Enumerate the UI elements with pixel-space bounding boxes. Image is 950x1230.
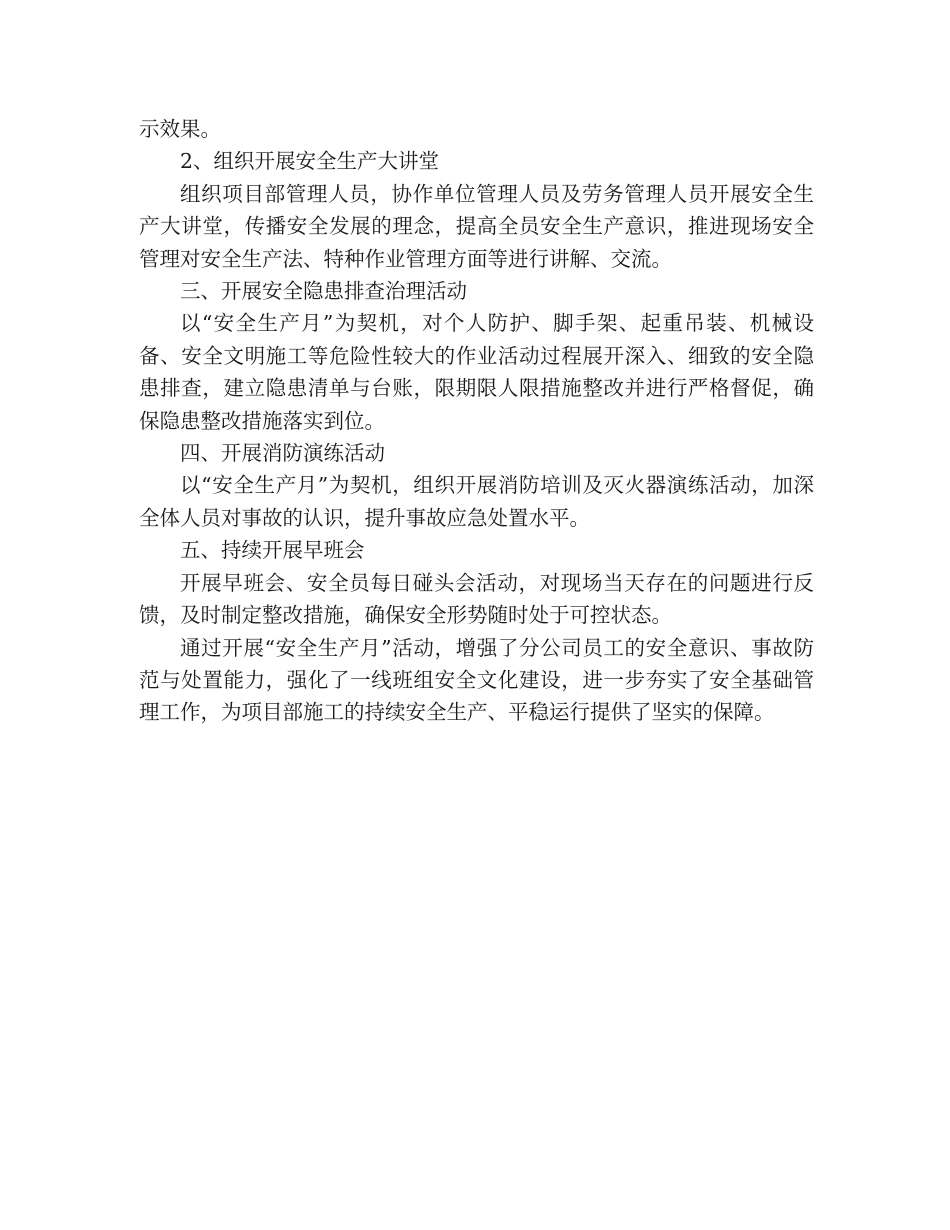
paragraph-morning-meeting: 开展早班会、安全员每日碰头会活动，对现场当天存在的问题进行反馈，及时制定整改措施，确保安全形势随时处于可控状态。: [139, 570, 814, 628]
paragraph-continuation: 示效果。: [139, 117, 221, 141]
paragraph-conclusion: 通过开展“安全生产月”活动，增强了分公司员工的安全意识、事故防范与处置能力，强化了一线班组安全文化建设，进一步夯实了安全基础管理工作，为项目部施工的持续安全生产、平稳运行提供了坚实的保障。: [139, 635, 814, 725]
section-heading-fire-drill: 四、开展消防演练活动: [180, 441, 385, 466]
paragraph-hazard-inspection: 以“安全生产月”为契机，对个人防护、脚手架、起重吊装、机械设备、安全文明施工等危险性较大的作业活动过程展开深入、细致的安全隐患排查，建立隐患清单与台账，限期限人限措施整改并进行严格督促，确保隐患整改措施落实到位。: [139, 311, 814, 433]
section-heading-morning-meeting: 五、持续开展早班会: [180, 538, 365, 563]
section-heading-hazard-inspection: 三、开展安全隐患排查治理活动: [180, 279, 467, 304]
document-body: [139, 113, 814, 729]
paragraph-fire-drill: 以“安全生产月”为契机，组织开展消防培训及灭火器演练活动，加深全体人员对事故的认识，提升事故应急处置水平。: [139, 473, 814, 530]
paragraph-lecture: 组织项目部管理人员，协作单位管理人员及劳务管理人员开展安全生产大讲堂，传播安全发展的理念，提高全员安全生产意识，推进现场安全管理对安全生产法、特种作业管理方面等进行讲解、交流。: [139, 181, 814, 271]
section-heading-lecture: 2、组织开展安全生产大讲堂: [180, 149, 440, 174]
